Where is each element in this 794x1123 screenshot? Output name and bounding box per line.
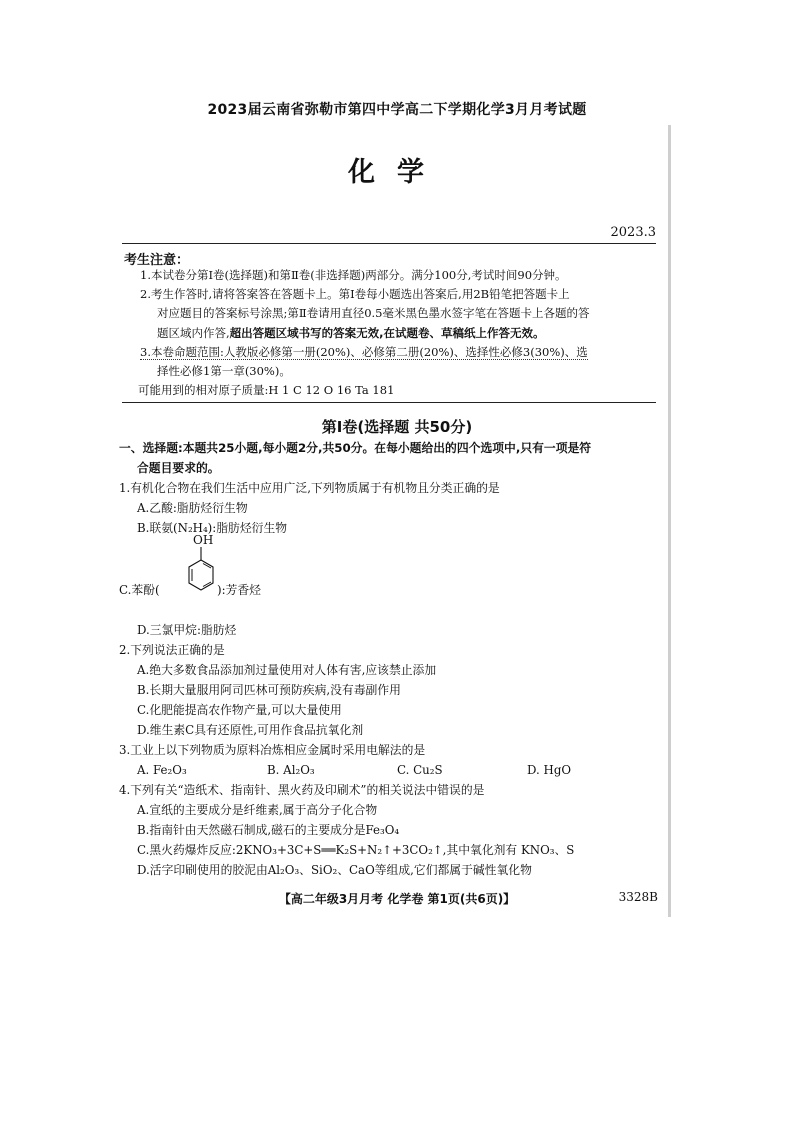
notice-item-2-line-2: 对应题目的答案标号涂黑;第Ⅱ卷请用直径0.5毫米黑色墨水签字笔在答题卡上各题的答 — [157, 306, 590, 321]
q2-option-b: B.长期大量服用阿司匹林可预防疾病,没有毒副作用 — [137, 683, 401, 697]
notice-item-2-line-3 — [140, 324, 660, 343]
q1-stem: 1.有机化合物在我们生活中应用广泛,下列物质属于有机物且分类正确的是 — [119, 481, 500, 495]
q4-option-b: B.指南针由天然磁石制成,磁石的主要成分是Fe₃O₄ — [137, 823, 400, 837]
section-1-title: 第Ⅰ卷(选择题 共50分) — [321, 418, 473, 436]
phenol-structure — [181, 534, 221, 606]
q1-option-a: A.乙酸:脂肪烃衍生物 — [137, 501, 248, 515]
q2-stem: 2.下列说法正确的是 — [119, 643, 225, 657]
paper-code: 3328B — [618, 890, 658, 904]
q4-option-a: A.宣纸的主要成分是纤维素,属于高分子化合物 — [137, 803, 378, 817]
notice-item-3-text: 3.本卷命题范围:人教版必修第一册(20%)、必修第二册(20%)、选择性必修3(30%)、选 — [140, 344, 588, 359]
header-divider — [122, 243, 656, 244]
phenol-oh-label: OH — [193, 534, 214, 547]
q1-option-b: B.联氨(N₂H₄):脂肪烃衍生物 — [137, 521, 288, 535]
q3-option-c: C. Cu₂S — [397, 763, 443, 777]
q1-option-c — [119, 534, 669, 620]
q1-option-c-right: ):芳香烃 — [217, 583, 261, 597]
q1-option-d: D.三氯甲烷:脂肪烃 — [137, 623, 237, 637]
q2-option-a: A.绝大多数食品添加剂过量使用对人体有害,应该禁止添加 — [137, 663, 437, 677]
notice-title: 考生注意： — [124, 253, 190, 268]
section-intro-line-1: 一、选择题:本题共25小题,每小题2分,共50分。在每小题给出的四个选项中,只有一项是符 — [119, 441, 592, 455]
q3-option-d: D. HgO — [527, 763, 572, 777]
notice-bold-warning: 超出答题区域书写的答案无效,在试题卷、草稿纸上作答无效。 — [229, 325, 545, 340]
document-title: 2023届云南省弥勒市第四中学高二下学期化学3月月考试题 — [207, 102, 587, 118]
notice-item-2-line-1: 2.考生作答时,请将答案答在答题卡上。第Ⅰ卷每小题选出答案后,用2B铅笔把答题卡上 — [140, 287, 570, 302]
section-intro-line-2: 合题目要求的。 — [137, 461, 220, 475]
q4-option-c: C.黑火药爆炸反应:2KNO₃+3C+S══K₂S+N₂↑+3CO₂↑,其中氧化剂有 KNO₃、S — [137, 843, 575, 857]
q4-option-d: D.活字印刷使用的胶泥由Al₂O₃、SiO₂、CaO等组成,它们都属于碱性氧化物 — [137, 863, 532, 877]
atomic-mass-line: 可能用到的相对原子质量:H 1 C 12 O 16 Ta 181 — [138, 383, 395, 398]
notice-item-1: 1.本试卷分第Ⅰ卷(选择题)和第Ⅱ卷(非选择题)两部分。满分100分,考试时间90分钟。 — [140, 268, 567, 282]
q2-option-d: D.维生素C具有还原性,可用作食品抗氧化剂 — [137, 723, 364, 737]
notice-item-3-line-1 — [140, 343, 660, 362]
exam-date: 2023.3 — [610, 225, 656, 240]
notice-block — [140, 266, 660, 400]
q3-option-a: A. Fe₂O₃ — [137, 763, 187, 777]
q3-options — [119, 760, 669, 780]
q3-stem: 3.工业上以下列物质为原料冶炼相应金属时采用电解法的是 — [119, 743, 426, 757]
q3-option-b: B. Al₂O₃ — [267, 763, 315, 777]
subject-title: 化学 — [348, 157, 446, 188]
notice-item-3-line-2: 择性必修1第一章(30%)。 — [157, 364, 291, 379]
questions-block — [119, 438, 669, 880]
q2-option-c: C.化肥能提高农作物产量,可以大量使用 — [137, 703, 342, 717]
notice-item-2-line-3-a: 题区域内作答, — [157, 325, 230, 340]
q4-stem: 4.下列有关“造纸术、指南针、黑火药及印刷术”的相关说法中错误的是 — [119, 783, 485, 797]
q1-option-c-left: C.苯酚( — [119, 583, 160, 597]
page-footer: 【高二年级3月月考 化学卷 第1页(共6页)】 — [278, 892, 516, 906]
notice-divider — [122, 402, 656, 403]
